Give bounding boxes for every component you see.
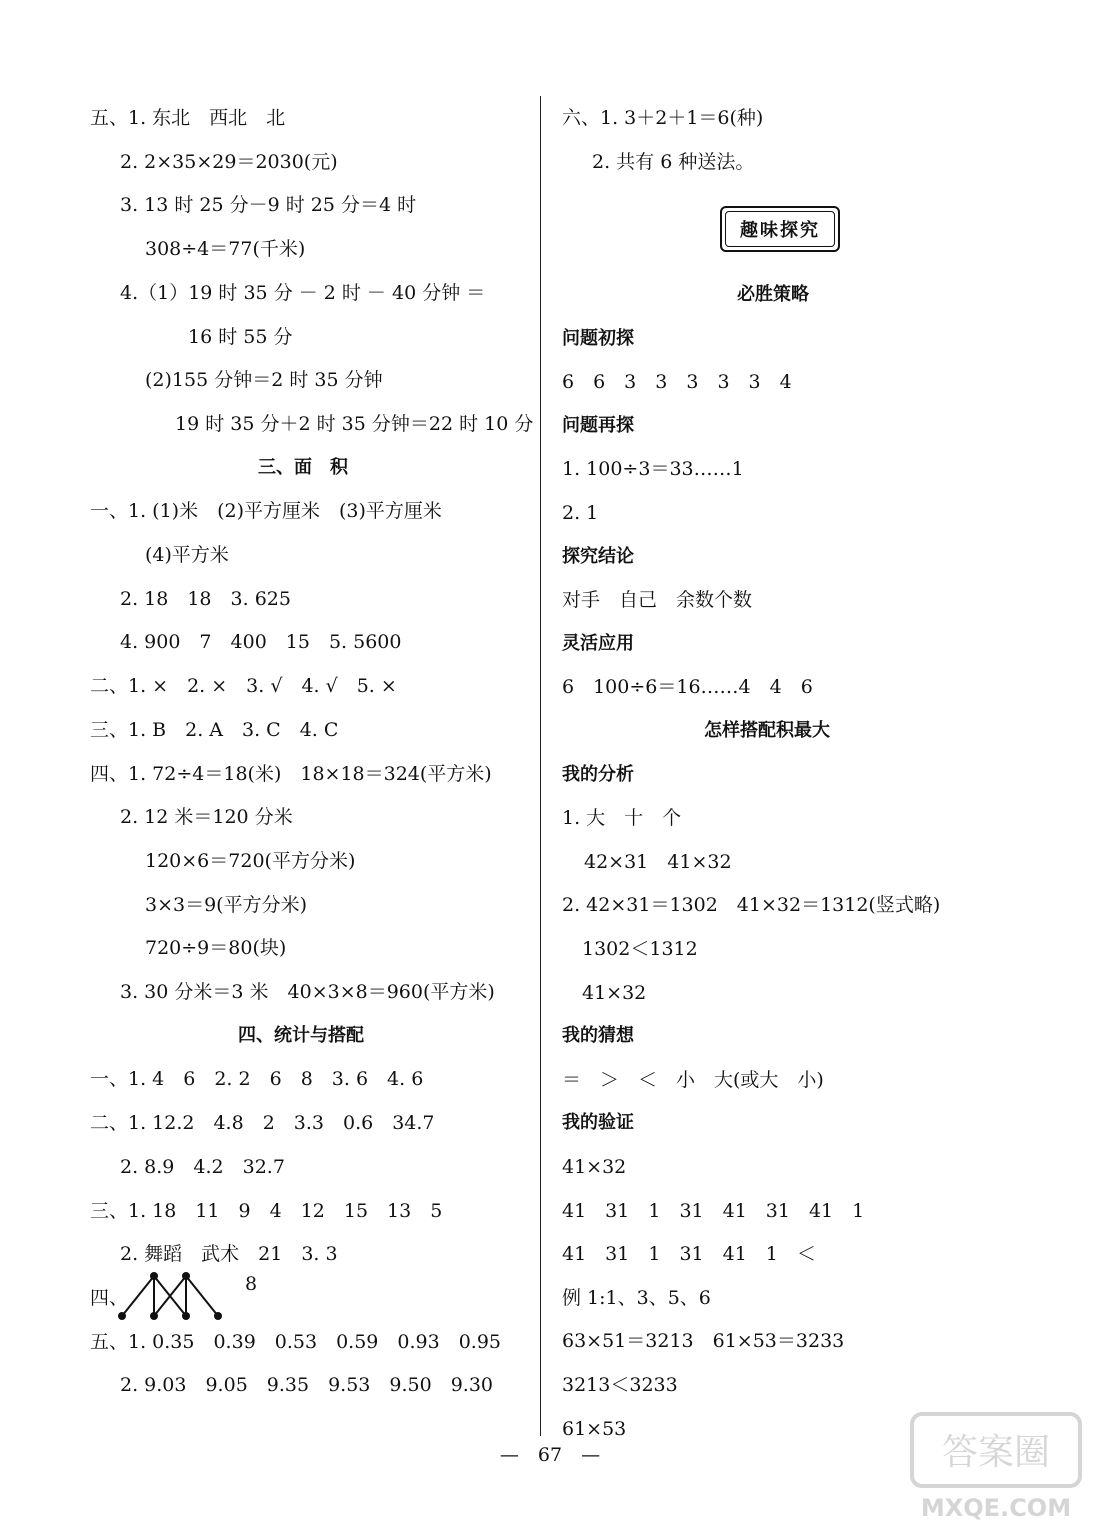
matching-node — [118, 1312, 126, 1320]
answer-line: 1. 大 十 个 — [562, 807, 682, 830]
svg-text:答案圈: 答案圈 — [941, 1432, 1051, 1473]
answer-line: 例 1:1、3、5、6 — [562, 1286, 711, 1309]
answer-line: 3213＜3233 — [562, 1374, 678, 1396]
answer-line: 1. 100÷3＝33……1 — [562, 458, 744, 481]
section-heading: 我的验证 — [562, 1112, 634, 1134]
answer-line: 41 31 1 31 41 1 ＜ — [562, 1243, 816, 1266]
answer-line: 3×3＝9(平方分米) — [145, 893, 308, 916]
matching-node — [182, 1272, 190, 1280]
section-heading: 灵活应用 — [562, 632, 634, 654]
answer-line: 五、1. 东北 西北 北 — [90, 107, 286, 129]
answer-line: 63×51＝3213 61×53＝3233 — [562, 1330, 845, 1353]
matching-node — [214, 1312, 222, 1320]
section-heading: 怎样搭配积最大 — [704, 720, 830, 741]
section-tag-label: 趣味探究 — [725, 211, 835, 247]
answer-line: 4.（1）19 时 35 分 － 2 时 － 40 分钟 ＝ — [120, 281, 486, 304]
answer-line: 120×6＝720(平方分米) — [145, 849, 356, 872]
column-divider — [540, 96, 541, 1436]
matching-node — [150, 1312, 158, 1320]
answer-line: 2. 1 — [562, 502, 599, 524]
answer-line: 2. 共有 6 种送法。 — [592, 150, 755, 173]
section-heading: 问题再探 — [562, 414, 634, 436]
page-number: — 67 — — [499, 1444, 601, 1466]
answer-line: 61×53 — [562, 1417, 627, 1440]
answer-line: ＝ ＞ ＜ 小 大(或大 小) — [562, 1068, 824, 1091]
svg-text:MXQE.COM: MXQE.COM — [920, 1494, 1072, 1522]
answer-line: 41 31 1 31 41 31 41 1 — [562, 1199, 865, 1222]
section-heading: 我的猜想 — [562, 1025, 634, 1047]
answer-line: 四、 — [90, 1286, 129, 1309]
matching-graph — [118, 1266, 238, 1326]
answer-line: 2. 18 18 3. 625 — [120, 587, 291, 610]
section-heading: 问题初探 — [562, 327, 634, 349]
matching-edge — [122, 1276, 154, 1316]
answer-line: 二、1. 12.2 4.8 2 3.3 0.6 34.7 — [90, 1112, 435, 1135]
section-heading: 我的分析 — [562, 763, 634, 785]
answer-line: 16 时 55 分 — [188, 325, 293, 348]
answer-line: 四、统计与搭配 — [238, 1024, 364, 1046]
answer-line: 2. 12 米＝120 分米 — [120, 806, 293, 829]
answer-line: 3. 30 分米＝3 米 40×3×8＝960(平方米) — [120, 981, 495, 1003]
answer-line: 19 时 35 分＋2 时 35 分钟＝22 时 10 分 — [175, 412, 534, 435]
answer-line: 三、1. 18 11 9 4 12 15 13 5 — [90, 1199, 443, 1222]
section-tag — [720, 206, 840, 252]
answer-line: 一、1. (1)米 (2)平方厘米 (3)平方厘米 — [90, 500, 442, 523]
matching-edge — [186, 1276, 218, 1316]
answer-line: 2. 舞蹈 武术 21 3. 3 — [120, 1243, 338, 1266]
matching-node — [150, 1272, 158, 1280]
section-heading: 必胜策略 — [737, 284, 809, 305]
answer-line: 2. 9.03 9.05 9.35 9.53 9.50 9.30 — [120, 1374, 493, 1397]
answer-line: 2. 8.9 4.2 32.7 — [120, 1155, 285, 1178]
answer-line: (4)平方米 — [145, 544, 229, 566]
answer-line: 3. 13 时 25 分－9 时 25 分＝4 时 — [120, 194, 417, 217]
answer-line: (2)155 分钟＝2 时 35 分钟 — [145, 369, 383, 392]
answer-line: 720÷9＝80(块) — [145, 937, 287, 960]
answer-line: 2. 2×35×29＝2030(元) — [120, 150, 338, 173]
answer-line: 308÷4＝77(千米) — [145, 238, 306, 261]
answer-line: 三、1. B 2. A 3. C 4. C — [90, 718, 339, 741]
graph-answer: 8 — [245, 1272, 258, 1295]
watermark-logo — [906, 1408, 1086, 1528]
answer-line: 1302＜1312 — [582, 938, 698, 960]
answer-line: 41×32 — [562, 1156, 627, 1178]
answer-line: 4. 900 7 400 15 5. 5600 — [120, 631, 402, 654]
answer-line: 6 100÷6＝16……4 4 6 — [562, 676, 813, 699]
section-heading: 探究结论 — [562, 545, 634, 567]
answer-line: 四、1. 72÷4＝18(米) 18×18＝324(平方米) — [90, 762, 492, 785]
answer-line: 二、1. × 2. × 3. √ 4. √ 5. × — [90, 675, 397, 698]
answer-line: 三、面 积 — [258, 456, 348, 478]
answer-line: 41×32 — [582, 981, 647, 1004]
answer-line: 2. 42×31＝1302 41×32＝1312(竖式略) — [562, 894, 941, 917]
answer-line: 六、1. 3＋2＋1＝6(种) — [562, 107, 764, 129]
answer-line: 对手 自己 余数个数 — [562, 589, 753, 612]
answer-line: 6 6 3 3 3 3 3 4 — [562, 371, 792, 394]
answer-line: 一、1. 4 6 2. 2 6 8 3. 6 4. 6 — [90, 1068, 424, 1091]
answer-line: 五、1. 0.35 0.39 0.53 0.59 0.93 0.95 — [90, 1330, 501, 1353]
answer-line: 42×31 41×32 — [584, 850, 732, 873]
matching-node — [182, 1312, 190, 1320]
